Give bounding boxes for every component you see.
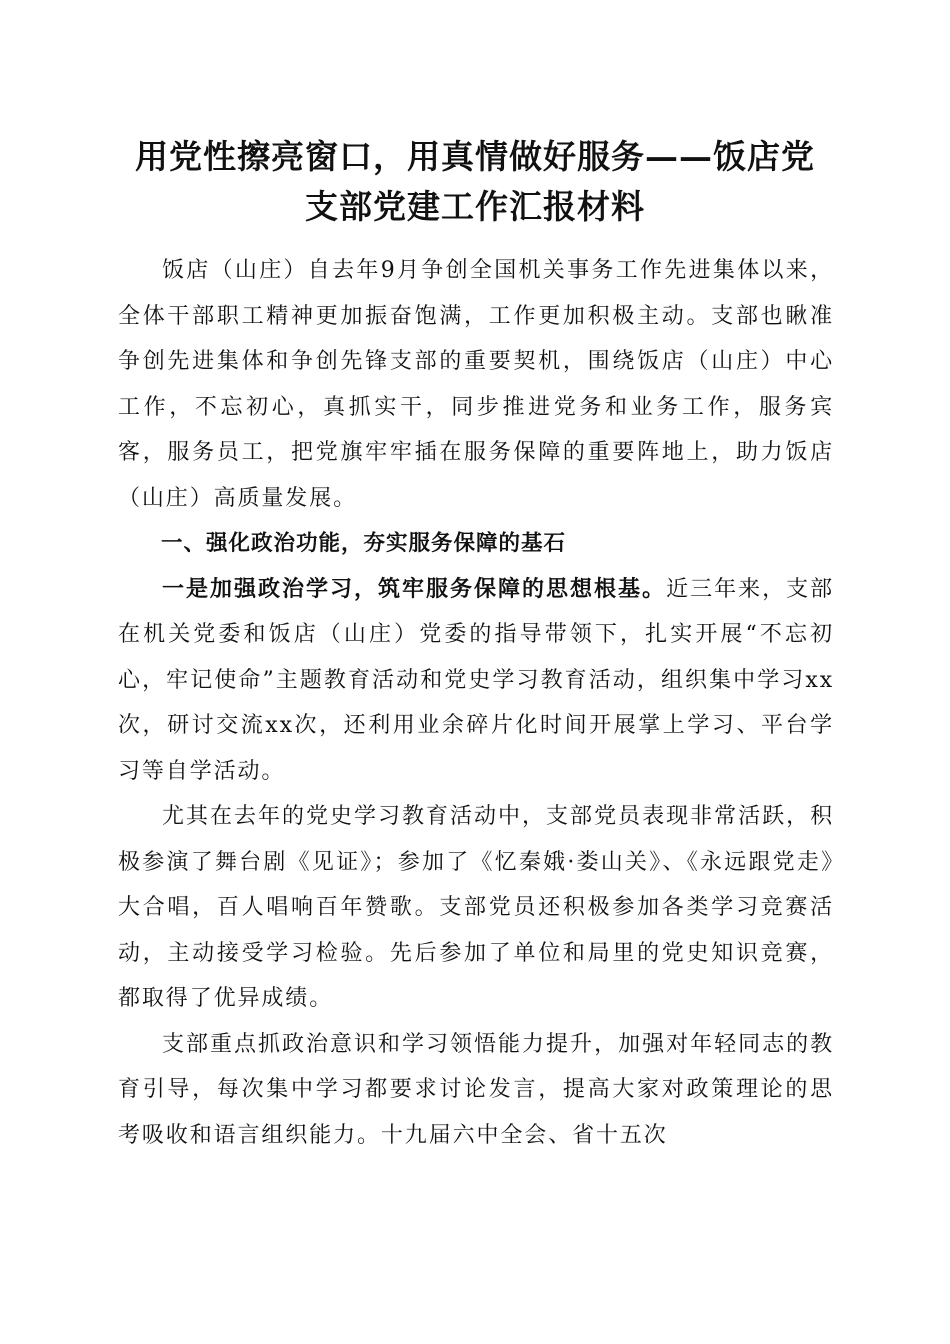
document-body [118, 248, 834, 1158]
section-1-heading: 一、强化政治功能，夯实服务保障的基石 [161, 531, 567, 556]
paragraph-3: 支部重点抓政治意识和学习领悟能力提升，加强对年轻同志的教育引导，每次集中学习都要求讨论发言，提高大家对政策理论的思考吸收和语言组织能力。十九届六中全会、省十五次 [118, 1031, 834, 1148]
title-line-2: 支部党建工作汇报材料 [305, 187, 645, 226]
intro-paragraph: 饭店（山庄）自去年9月争创全国机关事务工作先进集体以来，全体干部职工精神更加振奋饱满，工作更加积极主动。支部也瞅准争创先进集体和争创先锋支部的重要契机，围绕饭店（山庄）中心工作，不忘初心，真抓实干，同步推进党务和业务工作，服务宾客，服务员工，把党旗牢牢插在服务保障的重要阵地上，助力饭店（山庄）高质量发展。 [118, 258, 834, 511]
title-line-1: 用党性擦亮窗口，用真情做好服务——饭店党 [135, 137, 815, 176]
paragraph-1-text: 近三年来，支部在机关党委和饭店（山庄）党委的指导带领下，扎实开展“不忘初心，牢记使命”主题教育活动和党史学习教育活动，组织集中学习xx次，研讨交流xx次，还利用业余碎片化时间开展掌上学习、平台学习等自学活动。 [118, 576, 834, 784]
paragraph-2: 尤其在去年的党史学习教育活动中，支部党员表现非常活跃，积极参演了舞台剧《见证》；参加了《忆秦娥·娄山关》、《永远跟党走》大合唱，百人唱响百年赞歌。支部党员还积极参加各类学习竞赛活动，主动接受学习检验。先后参加了单位和局里的党史知识竞赛，都取得了优异成绩。 [118, 804, 834, 1011]
paragraph-1 [118, 567, 834, 795]
document-title [100, 132, 850, 232]
paragraph-1-lead: 一是加强政治学习，筑牢服务保障的思想根基。 [162, 575, 667, 602]
